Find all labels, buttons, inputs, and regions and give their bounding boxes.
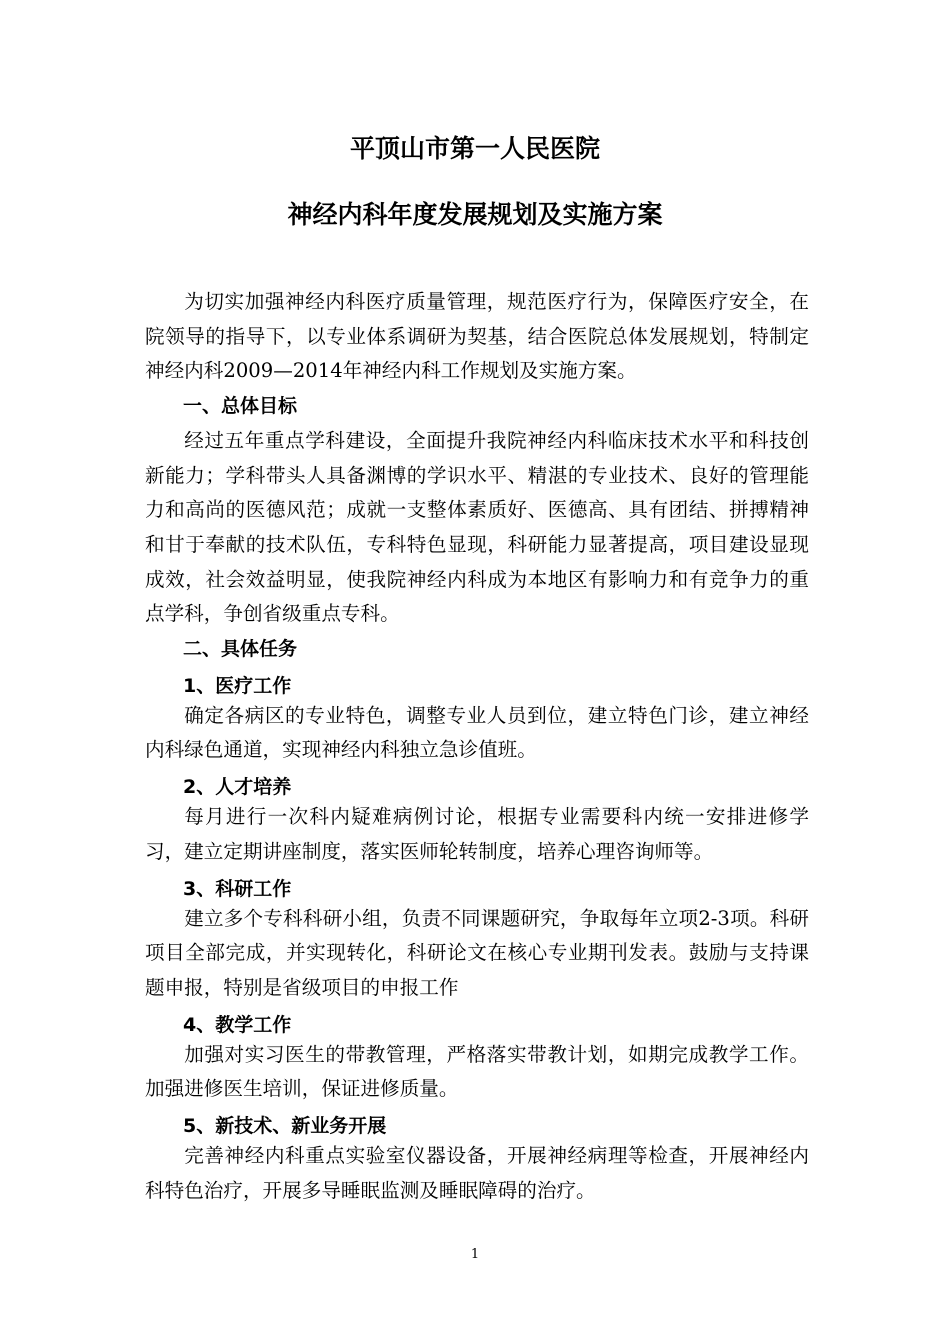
- page-number: 1: [470, 1247, 480, 1262]
- task-heading-talent-training: 2、人才培养: [183, 776, 292, 799]
- document-title-plan: 神经内科年度发展规划及实施方案: [287, 200, 663, 229]
- task-paragraph-research-work: 建立多个专科科研小组，负责不同课题研究，争取每年立项2-3项。科研项目全部完成，并实现转化，科研论文在核心专业期刊发表。鼓励与支持课题申报，特别是省级项目的申报工作: [145, 906, 809, 999]
- section-heading-specific-tasks: 二、具体任务: [183, 638, 298, 661]
- task-heading-teaching-work: 4、教学工作: [183, 1013, 292, 1036]
- section-heading-overall-goal: 一、总体目标: [183, 395, 298, 418]
- overall-goal-paragraph: 经过五年重点学科建设，全面提升我院神经内科临床技术水平和科技创新能力；学科带头人具备渊博的学识水平、精湛的专业技术、良好的管理能力和高尚的医德风范；成就一支整体素质好、医德高、具有团结、拼搏精神和甘于奉献的技术队伍，专科特色显现，科研能力显著提高，项目建设显现成效，社会效益明显，使我院神经内科成为本地区有影响力和有竞争力的重点学科，争创省级重点专科。: [145, 428, 809, 626]
- task-paragraph-teaching-work: 加强对实习医生的带教管理，严格落实带教计划，如期完成教学工作。加强进修医生培训，保证进修质量。: [145, 1042, 809, 1101]
- task-paragraph-medical-work: 确定各病区的专业特色，调整专业人员到位，建立特色门诊，建立神经内科绿色通道，实现神经内科独立急诊值班。: [145, 703, 809, 762]
- document-body: [145, 285, 809, 1208]
- task-heading-new-technology: 5、新技术、新业务开展: [183, 1115, 387, 1138]
- task-paragraph-talent-training: 每月进行一次科内疑难病例讨论，根据专业需要科内统一安排进修学习，建立定期讲座制度，落实医师轮转制度，培养心理咨询师等。: [145, 805, 809, 863]
- task-paragraph-new-technology: 完善神经内科重点实验室仪器设备，开展神经病理等检查，开展神经内科特色治疗，开展多导睡眠监测及睡眠障碍的治疗。: [145, 1144, 809, 1202]
- intro-paragraph: 为切实加强神经内科医疗质量管理，规范医疗行为，保障医疗安全，在院领导的指导下，以专业体系调研为契基，结合医院总体发展规划，特制定神经内科2009—2014年神经内科工作规划及实施方案。: [145, 290, 809, 383]
- task-heading-research-work: 3、科研工作: [183, 877, 292, 900]
- document-title-hospital: 平顶山市第一人民医院: [349, 134, 600, 163]
- task-heading-medical-work: 1、医疗工作: [183, 674, 292, 697]
